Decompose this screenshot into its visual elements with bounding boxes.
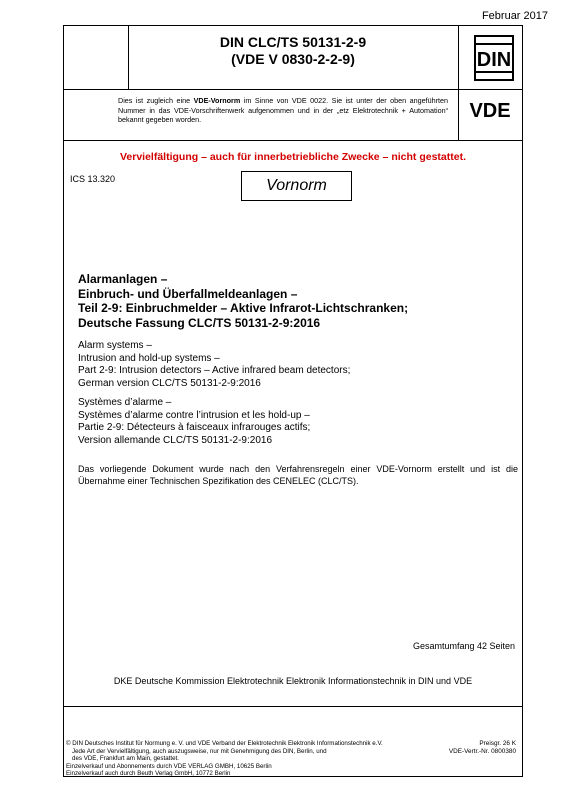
standard-number: DIN CLC/TS 50131-2-9 — [219, 34, 367, 50]
standard-designation — [128, 34, 458, 68]
status-box: Vornorm — [241, 171, 352, 201]
title-line: Teil 2-9: Einbruchmelder – Aktive Infrarot-Lichtschranken; — [78, 301, 409, 315]
notice-bold-text: VDE-Vornorm — [193, 96, 241, 105]
footer-line: Einzelverkauf und Abonnements durch VDE VERLAG GMBH, 10625 Berlin — [66, 762, 272, 770]
vde-logo-text: VDE — [469, 100, 511, 121]
title-line: Alarm systems – — [78, 340, 152, 351]
footer-line: Jede Art der Vervielfältigung, auch auszugsweise, nur mit Genehmigung des DIN, Berlin, und — [72, 747, 327, 755]
title-line: Alarmanlagen – — [78, 272, 168, 286]
english-title — [78, 340, 518, 390]
title-line: Systèmes d’alarme contre l’intrusion et les hold-up – — [78, 409, 310, 421]
footer-line: © DIN Deutsches Institut für Normung e. V. und VDE Verband der Elektrotechnik Elektronik Informationstechnik e.V. — [66, 740, 383, 747]
divider-line — [63, 706, 523, 707]
vde-notice — [118, 96, 448, 125]
title-line: Version allemande CLC/TS 50131-2-9:2016 — [78, 434, 273, 446]
title-line: Part 2-9: Intrusion detectors – Active infrared beam detectors; — [78, 365, 351, 376]
divider-line — [458, 25, 459, 141]
notice-text: Dies ist zugleich eine — [118, 96, 194, 105]
price-info — [449, 740, 516, 756]
publication-date: Februar 2017 — [481, 10, 548, 22]
french-title — [78, 397, 518, 447]
vde-number: (VDE V 0830-2-2-9) — [231, 51, 355, 67]
title-line: German version CLC/TS 50131-2-9:2016 — [78, 377, 261, 389]
notice-text: im Sinne von VDE 0022. Sie ist unter der oben angeführten Nummer in das VDE-Vorschriftenwerk aufgenommen und in der „etz Elektrotechnik + Automation“ bekannt gegeben worden. — [118, 96, 448, 124]
title-line: Partie 2-9: Détecteurs à faisceaux infrarouges actifs; — [78, 422, 311, 433]
din-logo-icon — [474, 35, 514, 81]
footer-line: des VDE, Frankfurt am Main, gestattet. — [72, 755, 179, 763]
price-group: Preisgr. 26 K — [479, 740, 516, 747]
title-line: Einbruch- und Überfallmeldeanlagen – — [78, 286, 298, 301]
title-line: Intrusion and hold-up systems – — [78, 352, 220, 364]
committee-line: DKE Deutsche Kommission Elektrotechnik Elektronik Informationstechnik in DIN und VDE — [113, 676, 473, 686]
vde-logo-icon — [462, 99, 518, 121]
ics-code: ICS 13.320 — [70, 174, 116, 184]
german-title — [78, 272, 518, 330]
din-logo-text: DIN — [476, 49, 512, 71]
divider-line — [63, 89, 523, 90]
description-paragraph: Das vorliegende Dokument wurde nach den Verfahrensregeln einer VDE-Vornorm erstellt und ist die Übernahme einer Technischen Spezifikation des CENELEC (CLC/TS). — [78, 464, 518, 486]
title-line: Deutsche Fassung CLC/TS 50131-2-9:2016 — [78, 315, 321, 330]
title-line: Systèmes d’alarme – — [78, 397, 172, 408]
order-number: VDE-Vertr.-Nr. 0800380 — [448, 747, 516, 755]
copyright-notice — [66, 740, 416, 778]
copy-warning: Vervielfältigung – auch für innerbetriebliche Zwecke – nicht gestattet. — [119, 151, 466, 163]
divider-line — [63, 140, 523, 141]
footer-line: Einzelverkauf auch durch Beuth Verlag GmbH, 10772 Berlin — [66, 770, 231, 778]
total-pages: Gesamtumfang 42 Seiten — [412, 641, 515, 651]
